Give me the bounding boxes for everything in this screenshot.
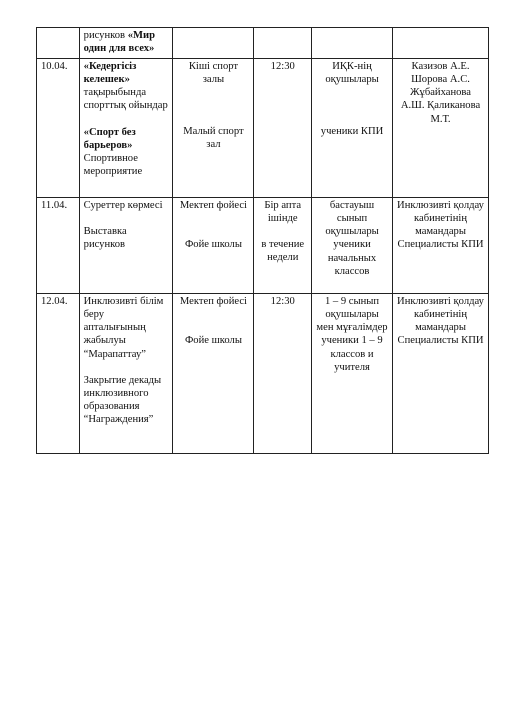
date-cell [37, 294, 80, 454]
time-text: 12:30 [270, 61, 295, 72]
participants-cell [312, 28, 393, 59]
time-kz: Бір апта ішінде [264, 200, 302, 225]
event-desc-kz: тақырыбында спорттық ойындар [83, 87, 168, 112]
place-ru: Фойе школы [184, 239, 242, 251]
table-row [37, 28, 489, 59]
event-kz: Суреттер көрмесі [83, 200, 163, 211]
place-cell [173, 198, 254, 294]
participants-ru: ученики КПИ [320, 126, 384, 138]
responsible-cell [393, 198, 489, 294]
participants-cell [312, 59, 393, 198]
event-text: рисунков [83, 30, 128, 41]
time-text: 12:30 [270, 296, 295, 307]
participants-kz: ИҚК-нің оқушылары [325, 61, 379, 86]
event-cell [79, 198, 173, 294]
place-kz: Кіші спорт залы [188, 61, 239, 86]
time-cell [254, 28, 312, 59]
date-cell [37, 28, 80, 59]
event-kz: Инклюзивті білім беру апталығының жабылуы “Марапаттау” [83, 296, 164, 360]
event-ru: Выставка рисунков [83, 226, 127, 251]
participants-ru: ученики начальных классов [327, 239, 377, 277]
place-cell [173, 59, 254, 198]
participants-text: 1 – 9 сынып оқушылары мен мұғалімдер ученики 1 – 9 классов и учителя [316, 296, 388, 373]
event-cell [79, 28, 173, 59]
time-cell [254, 59, 312, 198]
place-cell [173, 294, 254, 454]
date-text: 10.04. [41, 61, 68, 72]
schedule-table [36, 27, 489, 454]
event-title-ru: «Спорт без барьеров» [83, 126, 136, 151]
place-kz: Мектеп фойесі [179, 296, 247, 307]
table-row [37, 198, 489, 294]
date-cell [37, 59, 80, 198]
responsible-text: Инклюзивті қолдау кабинетінің мамандары Специалисты КПИ [397, 296, 484, 347]
place-cell [173, 28, 254, 59]
participants-cell [312, 198, 393, 294]
event-desc-ru: Спортивное мероприятие [83, 152, 143, 177]
place-ru: Фойе школы [184, 335, 242, 347]
responsible-text: Инклюзивті қолдау кабинетінің мамандары Специалисты КПИ [397, 200, 484, 251]
date-text: 12.04. [41, 296, 68, 307]
responsible-cell [393, 28, 489, 59]
event-title: «Мир один для всех» [83, 30, 155, 55]
event-ru: Закрытие декады инклюзивного образования “Награждения” [83, 374, 162, 425]
event-title-kz: «Кедергісіз келешек» [83, 61, 137, 86]
place-kz: Мектеп фойесі [179, 200, 247, 211]
event-cell [79, 59, 173, 198]
responsible-text: Казизов А.Е. Шорова А.С. Жұбайханова А.Ш. Қаликанова М.Т. [400, 61, 481, 125]
responsible-cell [393, 294, 489, 454]
place-ru: Малый спорт зал [183, 126, 244, 151]
participants-cell [312, 294, 393, 454]
time-cell [254, 294, 312, 454]
time-cell [254, 198, 312, 294]
participants-kz: бастауыш сынып оқушылары [325, 200, 379, 238]
time-ru: в течение недели [261, 239, 305, 264]
date-text: 11.04. [41, 200, 68, 211]
table-row [37, 294, 489, 454]
date-cell [37, 198, 80, 294]
event-cell [79, 294, 173, 454]
responsible-cell [393, 59, 489, 198]
table-row [37, 59, 489, 198]
